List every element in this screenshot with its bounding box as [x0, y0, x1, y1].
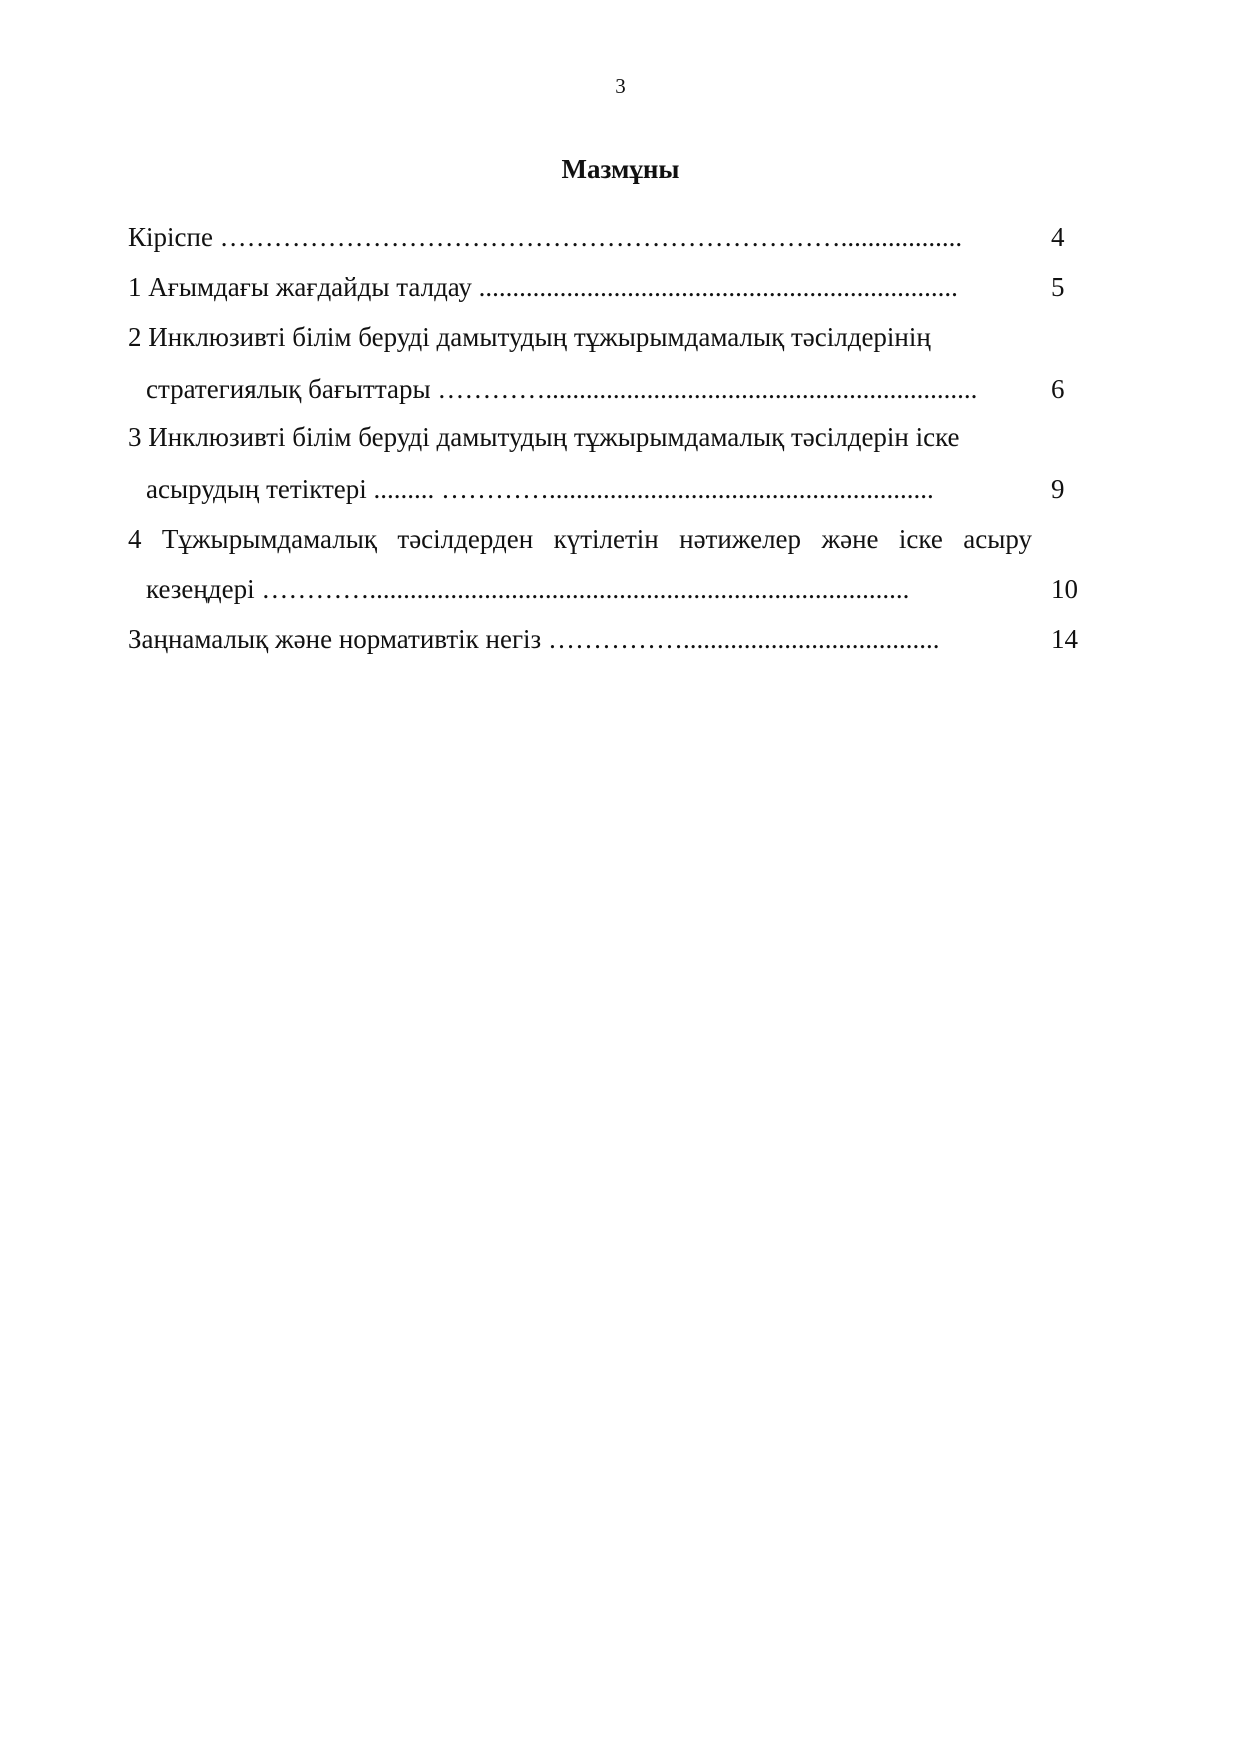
toc-page-number: 6 — [1051, 374, 1065, 404]
toc-entry-text: 1 Ағымдағы жағдайды талдау ....................................................................... — [128, 272, 958, 302]
toc-entry-text: 2 Инклюзивті білім беруді дамытудың тұжырымдамалық тәсілдерінің — [128, 322, 931, 352]
toc-entry-text: Заңнамалық және нормативтік негіз ……………...................................... — [128, 624, 940, 654]
toc-entry-text-continuation: асырудың тетіктері ......... …………......................................................... — [146, 474, 934, 504]
toc-entry-text: 3 Инклюзивті білім беруді дамытудың тұжырымдамалық тәсілдерін іске — [128, 422, 960, 452]
toc-page-number: 14 — [1051, 624, 1078, 654]
toc-entry-text-continuation: стратегиялық бағыттары …………................................................................ — [146, 374, 978, 404]
toc-page-number: 9 — [1051, 474, 1065, 504]
toc-entry-text: Кіріспе …………………………………………………………….................. — [128, 222, 963, 252]
toc-title: Мазмұны — [561, 154, 680, 184]
toc-entry-text-continuation: кезеңдері …………................................................................................ — [146, 574, 910, 604]
toc-page-number: 5 — [1051, 272, 1065, 302]
page-number: 3 — [615, 74, 626, 98]
toc-page-number: 10 — [1051, 574, 1078, 604]
toc-entry-text: 4 Тұжырымдамалық тәсілдерден күтілетін нәтижелер және іске асыру — [128, 524, 1032, 554]
toc-page-number: 4 — [1051, 222, 1065, 252]
